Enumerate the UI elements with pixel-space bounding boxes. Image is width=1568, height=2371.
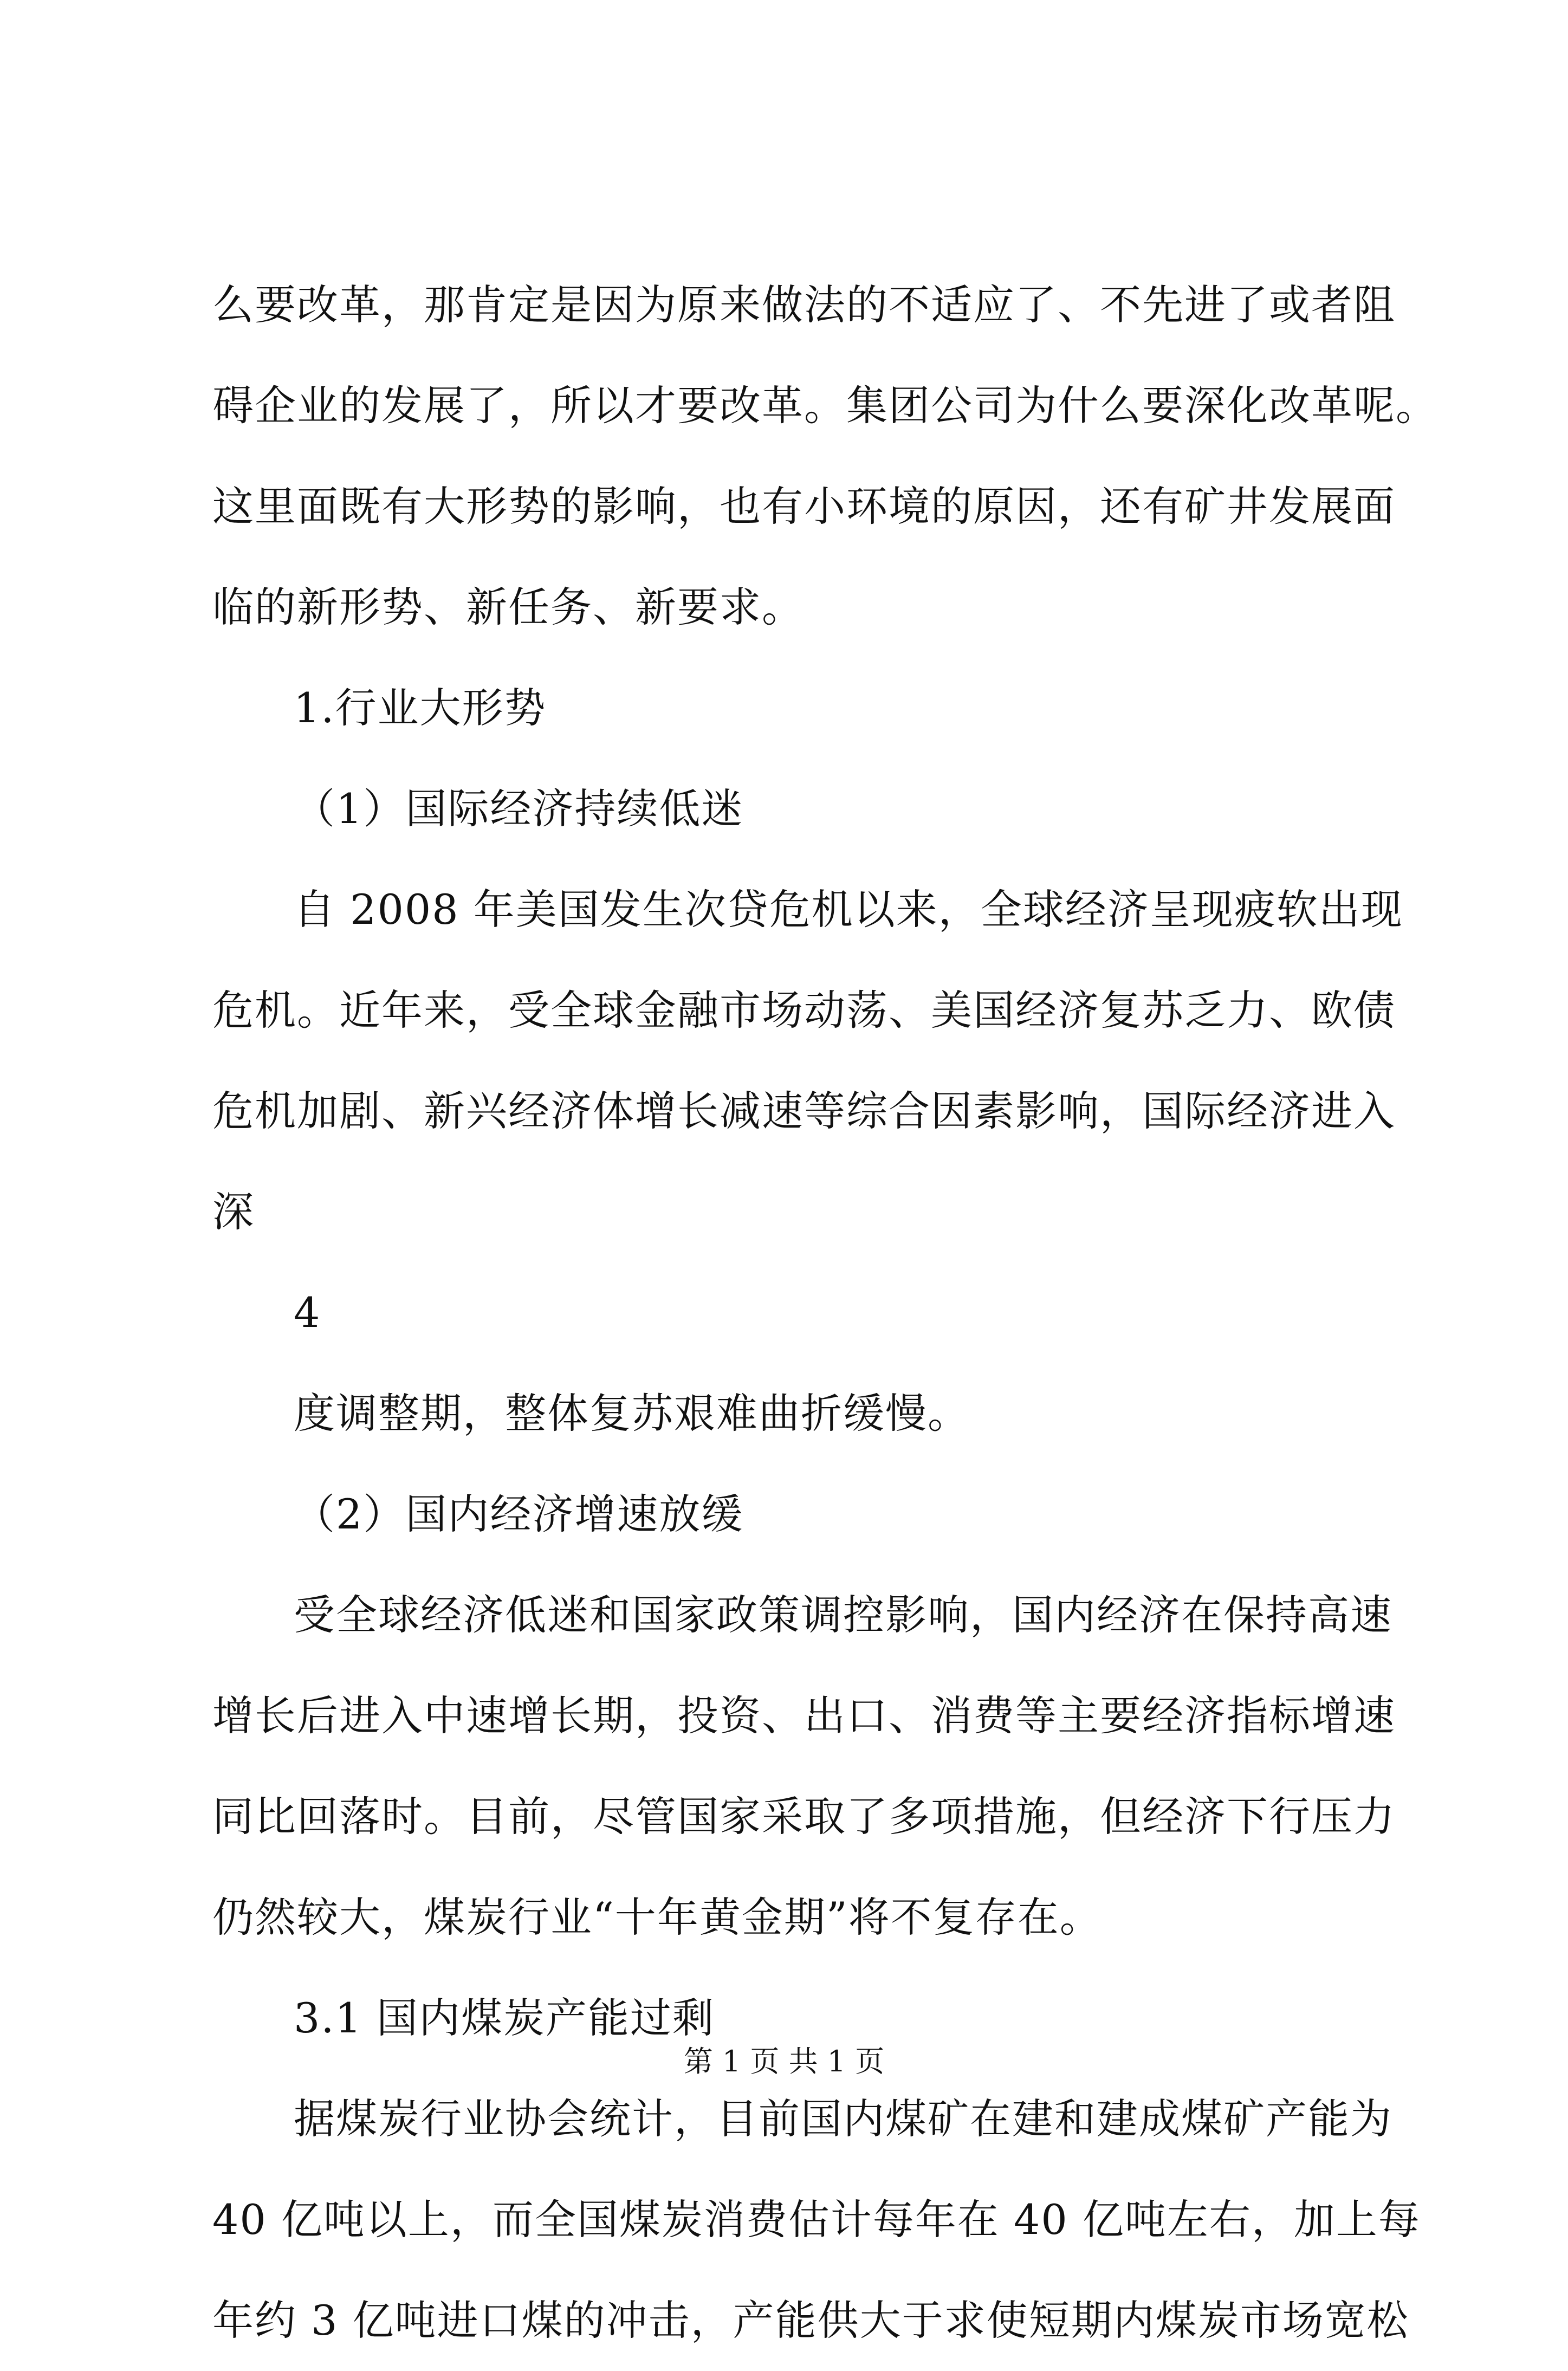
paragraph-line: 危机加剧、新兴经济体增长减速等综合因素影响，国际经济进入: [212, 1087, 1396, 1135]
paragraph-line: 这里面既有大形势的影响，也有小环境的原因，还有矿井发展面: [212, 482, 1396, 530]
paragraph-line: 同比回落时。目前，尽管国家采取了多项措施，但经济下行压力: [212, 1792, 1396, 1841]
section-heading: 1.行业大形势: [294, 684, 547, 732]
subsection-heading: 3.1 国内煤炭产能过剩: [294, 1994, 715, 2042]
paragraph-line: 增长后进入中速增长期，投资、出口、消费等主要经济指标增速: [212, 1692, 1396, 1740]
paragraph-line: 度调整期，整体复苏艰难曲折缓慢。: [294, 1389, 970, 1437]
paragraph-line: 自 2008 年美国发生次贷危机以来，全球经济呈现疲软出现: [294, 885, 1403, 934]
paragraph-line: 碍企业的发展了，所以才要改革。集团公司为什么要深化改革呢。: [212, 381, 1438, 430]
paragraph-line: 深: [212, 1188, 255, 1236]
paragraph-line: 据煤炭行业协会统计，目前国内煤矿在建和建成煤矿产能为: [294, 2095, 1392, 2143]
paragraph-line: 仍然较大，煤炭行业“十年黄金期”将不复存在。: [212, 1893, 1102, 1941]
paragraph-line: 受全球经济低迷和国家政策调控影响，国内经济在保持高速: [294, 1591, 1392, 1639]
inline-page-marker: 4: [294, 1288, 321, 1337]
paragraph-line: 40 亿吨以上，而全国煤炭消费估计每年在 40 亿吨左右，加上每: [212, 2195, 1421, 2244]
subsection-heading: （1）国际经济持续低迷: [294, 785, 744, 833]
paragraph-line: 年约 3 亿吨进口煤的冲击，产能供大于求使短期内煤炭市场宽松: [212, 2296, 1409, 2344]
paragraph-line: 临的新形势、新任务、新要求。: [212, 583, 804, 631]
paragraph-line: 危机。近年来，受全球金融市场动荡、美国经济复苏乏力、欧债: [212, 986, 1396, 1034]
page-number-footer: 第 1 页 共 1 页: [683, 2044, 885, 2078]
subsection-heading: （2）国内经济增速放缓: [294, 1490, 744, 1538]
paragraph-line: 么要改革，那肯定是因为原来做法的不适应了、不先进了或者阻: [212, 281, 1396, 329]
